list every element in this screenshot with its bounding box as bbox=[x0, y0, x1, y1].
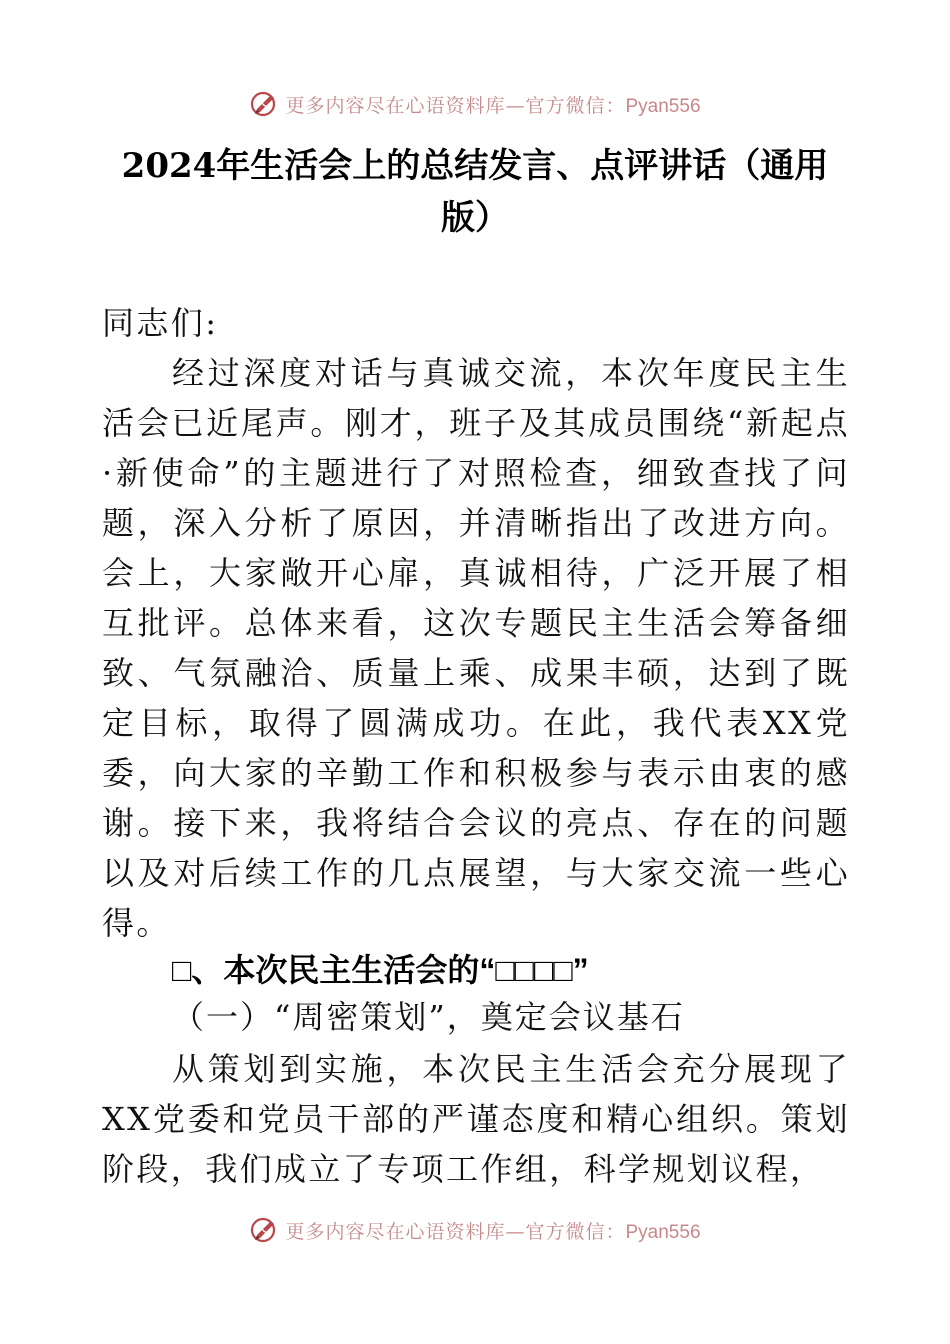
section-heading-1: □、本次民主生活会的“□□□□” bbox=[172, 952, 589, 988]
watermark-label: 更多内容尽在心语资料库—官方微信： bbox=[285, 94, 626, 117]
watermark-header bbox=[0, 84, 950, 124]
paragraph-2: 从策划到实施，本次民主生活会充分展现了XX党委和党员干部的严谨态度和精心组织。策划阶段，我们成立了专项工作组，科学规划议程， bbox=[102, 1050, 850, 1188]
watermark-label: 更多内容尽在心语资料库—官方微信： bbox=[285, 1220, 626, 1243]
watermark-text bbox=[285, 1217, 700, 1244]
paragraph-1: 经过深度对话与真诚交流，本次年度民主生活会已近尾声。刚才，班子及其成员围绕“新起点·新使命”的主题进行了对照检查，细致查找了问题，深入分析了原因，并清晰指出了改进方向。会上，大家敞开心扉，真诚相待，广泛开展了相互批评。总体来看，这次专题民主生活会筹备细致、气氛融洽、质量上乘、成果丰硕，达到了既定目标，取得了圆满成功。在此，我代表XX党委，向大家的辛勤工作和积极参与表示由衷的感谢。接下来，我将结合会议的亮点、存在的问题以及对后续工作的几点展望，与大家交流一些心得。 bbox=[102, 354, 850, 942]
subsection-heading-1: （一）“周密策划”，奠定会议基石 bbox=[172, 998, 685, 1036]
pen-logo-icon bbox=[249, 89, 279, 119]
document-title: 2024年生活会上的总结发言、点评讲话（通用版） bbox=[121, 146, 829, 238]
watermark-wechat-id: Pyan556 bbox=[625, 95, 701, 117]
watermark-footer bbox=[0, 1210, 950, 1250]
salutation: 同志们: bbox=[102, 304, 219, 342]
pen-logo-icon bbox=[249, 1215, 279, 1245]
watermark-wechat-id: Pyan556 bbox=[625, 1221, 701, 1243]
watermark-text bbox=[285, 91, 700, 118]
